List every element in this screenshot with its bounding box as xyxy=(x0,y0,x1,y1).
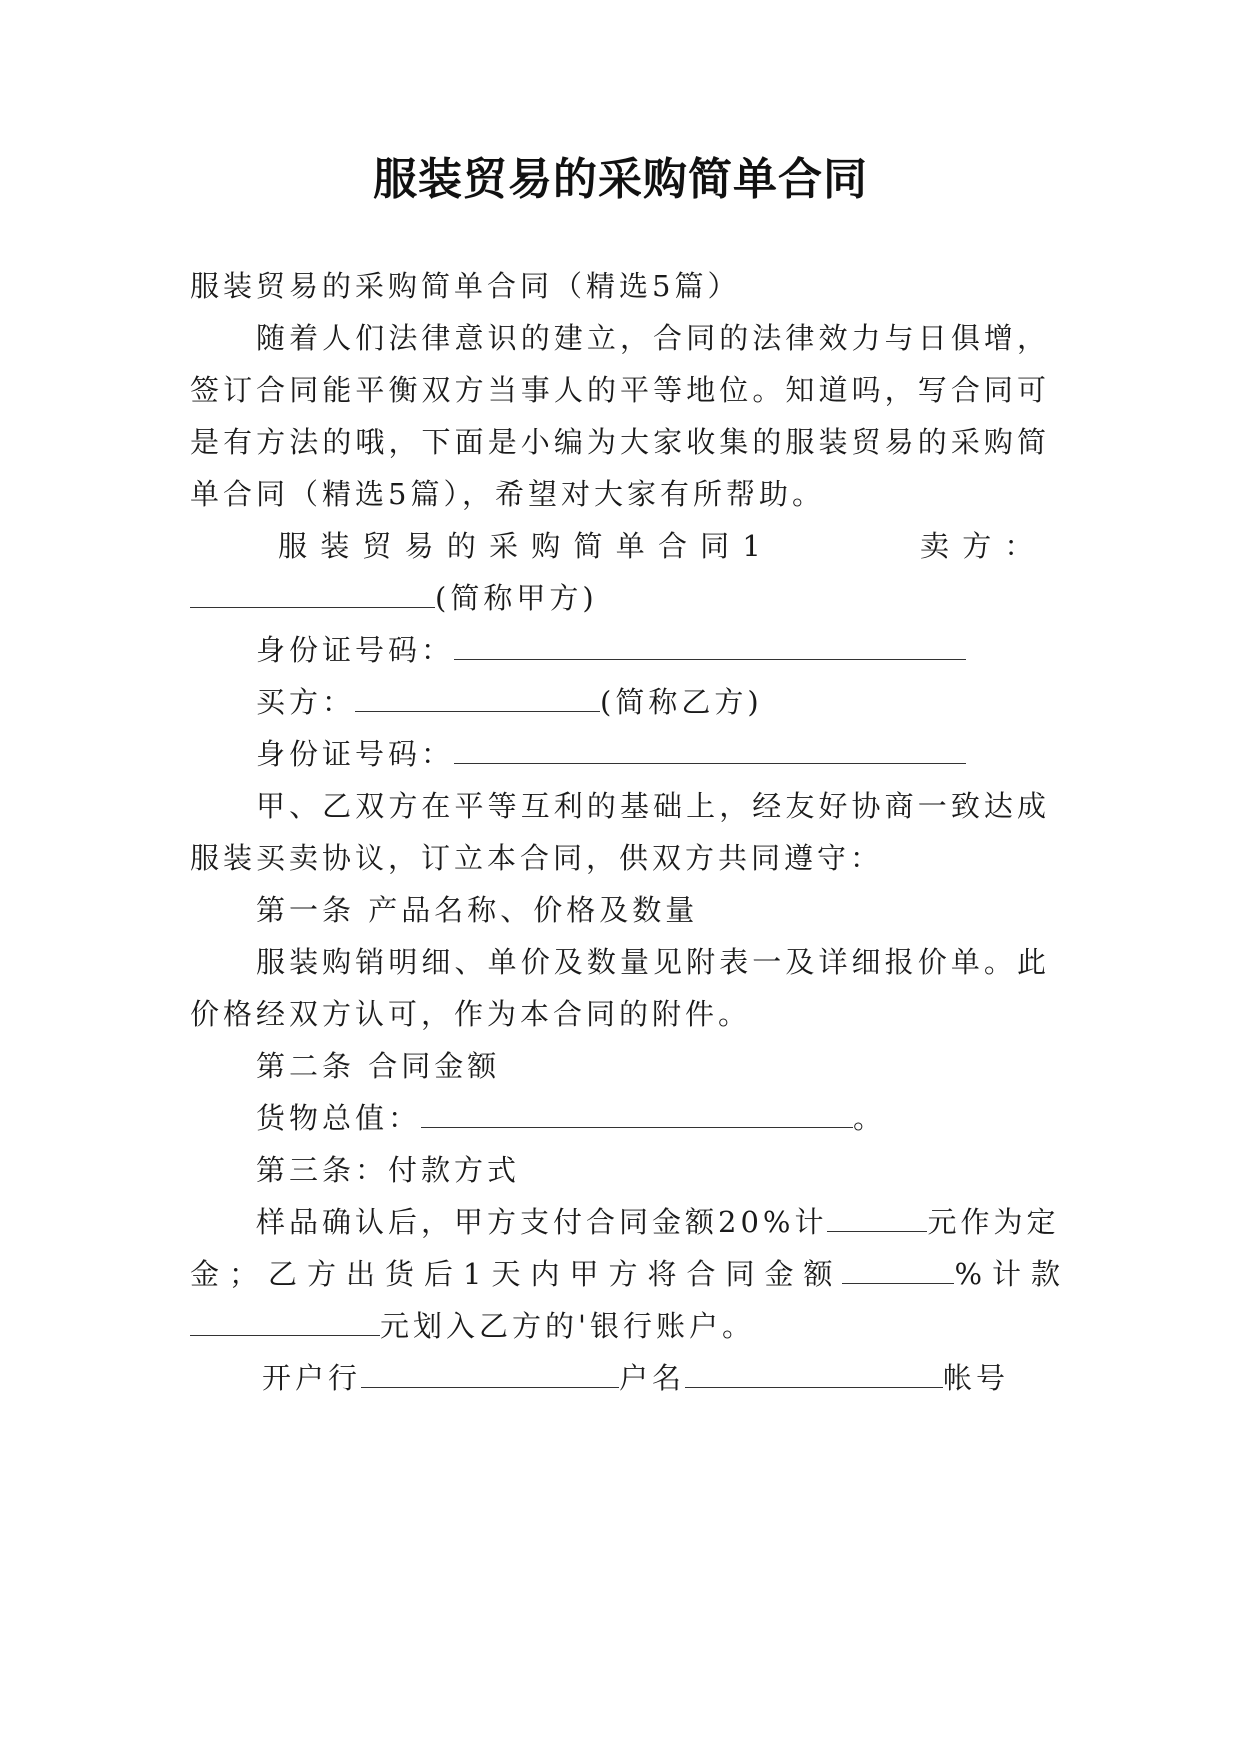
bank-label: 开户行 xyxy=(262,1361,362,1395)
article-3-title: 第三条：付款方式 xyxy=(256,1153,521,1187)
payment-percent-blank[interactable] xyxy=(842,1257,954,1284)
seller-abbr: (简称甲方) xyxy=(435,581,598,615)
account-no-label: 帐号 xyxy=(943,1361,1010,1395)
buyer-line xyxy=(256,682,1050,722)
seller-id-blank[interactable] xyxy=(454,633,966,660)
agreement-line-1: 甲、乙双方在平等互利的基础上，经友好协商一致达成 xyxy=(256,789,1050,823)
seller-id-label: 身份证号码： xyxy=(256,633,455,667)
bank-line xyxy=(262,1358,1052,1398)
buyer-label: 买方： xyxy=(256,685,356,719)
contract-heading: 服 装 贸 易 的 采 购 简 单 合 同 1 xyxy=(278,529,763,563)
buyer-abbr: (简称乙方) xyxy=(600,685,763,719)
goods-value-line xyxy=(256,1098,1050,1138)
payment-line-2-text-a: 金；乙方出货后1天内甲方将合同金额 xyxy=(190,1257,843,1291)
payment-line-2 xyxy=(190,1254,1071,1294)
intro-line-4: 单合同（精选5篇），希望对大家有所帮助。 xyxy=(190,477,825,511)
intro-line-1: 随着人们法律意识的建立，合同的法律效力与日俱增， xyxy=(256,321,1050,355)
payment-line-1-text-b: 元作为定 xyxy=(927,1205,1060,1239)
payment-line-3 xyxy=(190,1306,1050,1346)
buyer-id-line xyxy=(256,734,1050,774)
goods-value-end: 。 xyxy=(853,1101,887,1135)
seller-name-blank[interactable] xyxy=(190,581,435,608)
goods-value-blank[interactable] xyxy=(421,1101,853,1128)
intro-line-3: 是有方法的哦，下面是小编为大家收集的服装贸易的采购简 xyxy=(190,425,1050,459)
payment-amount-blank[interactable] xyxy=(190,1309,380,1336)
payment-line-1 xyxy=(256,1202,1060,1242)
document-title: 服装贸易的采购简单合同 xyxy=(373,154,868,205)
document-subtitle: 服装贸易的采购简单合同（精选5篇） xyxy=(190,269,741,303)
payment-line-3-text: 元划入乙方的'银行账户。 xyxy=(380,1309,755,1343)
article-1-line-1: 服装购销明细、单价及数量见附表一及详细报价单。此 xyxy=(256,945,1050,979)
article-1-title: 第一条 产品名称、价格及数量 xyxy=(256,893,699,927)
goods-value-label: 货物总值： xyxy=(256,1101,422,1135)
account-name-label: 户名 xyxy=(619,1361,686,1395)
intro-line-2: 签订合同能平衡双方当事人的平等地位。知道吗，写合同可 xyxy=(190,373,1050,407)
buyer-id-label: 身份证号码： xyxy=(256,737,455,771)
bank-blank[interactable] xyxy=(361,1361,619,1388)
agreement-line-2: 服装买卖协议，订立本合同，供双方共同遵守： xyxy=(190,841,884,875)
payment-line-2-text-b: %计款 xyxy=(954,1257,1071,1291)
deposit-amount-blank[interactable] xyxy=(827,1205,927,1232)
payment-line-1-text-a: 样品确认后，甲方支付合同金额20%计 xyxy=(256,1205,828,1239)
buyer-id-blank[interactable] xyxy=(454,737,966,764)
article-1-line-2: 价格经双方认可，作为本合同的附件。 xyxy=(190,997,752,1031)
seller-line xyxy=(190,578,1050,618)
article-2-title: 第二条 合同金额 xyxy=(256,1049,501,1083)
buyer-name-blank[interactable] xyxy=(355,685,600,712)
seller-label: 卖 方 ： xyxy=(920,529,1036,563)
account-name-blank[interactable] xyxy=(685,1361,943,1388)
seller-id-line xyxy=(256,630,1050,670)
